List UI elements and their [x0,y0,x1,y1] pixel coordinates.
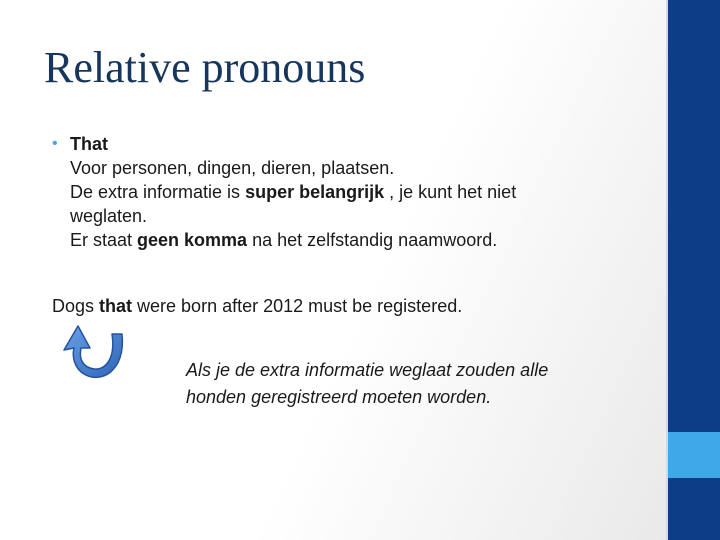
example-sentence [52,294,462,318]
bullet-line-4-pre: Er staat [70,230,138,250]
bullet-line-2-post: , je kunt het niet [384,182,517,202]
bullet-heading-text: That [70,134,108,154]
explanation-note [186,357,626,411]
bullet-line-1: Voor personen, dingen, dieren, plaatsen. [70,158,395,178]
curved-arrow-icon [60,320,132,392]
bullet-line-4-post: na het zelfstandig naamwoord. [247,230,498,250]
bullet-heading [70,132,612,156]
note-line-1: Als je de extra informatie weglaat zouden alle [186,360,549,380]
bullet-line-2-bold: super belangrijk [245,182,385,202]
bullet-body [70,132,612,252]
bullet-line-4 [70,228,612,252]
example-pre: Dogs [52,296,100,316]
bullet-line-2-pre: De extra informatie is [70,182,246,202]
slide-title: Relative pronouns [44,43,366,92]
note-line-2: honden geregistreerd moeten worden. [186,387,492,407]
bullet-dot-icon: • [52,135,58,152]
sidebar-dark-bottom [668,478,720,540]
example-bold: that [99,296,133,316]
sidebar-accent-block [668,432,720,478]
bullet-line-2 [70,180,612,204]
bullet-line-4-bold: geen komma [137,230,248,250]
example-post: were born after 2012 must be registered. [132,296,463,316]
bullet-line-3: weglaten. [70,206,148,226]
bullet-block [52,132,612,252]
sidebar-dark-top [668,0,720,432]
